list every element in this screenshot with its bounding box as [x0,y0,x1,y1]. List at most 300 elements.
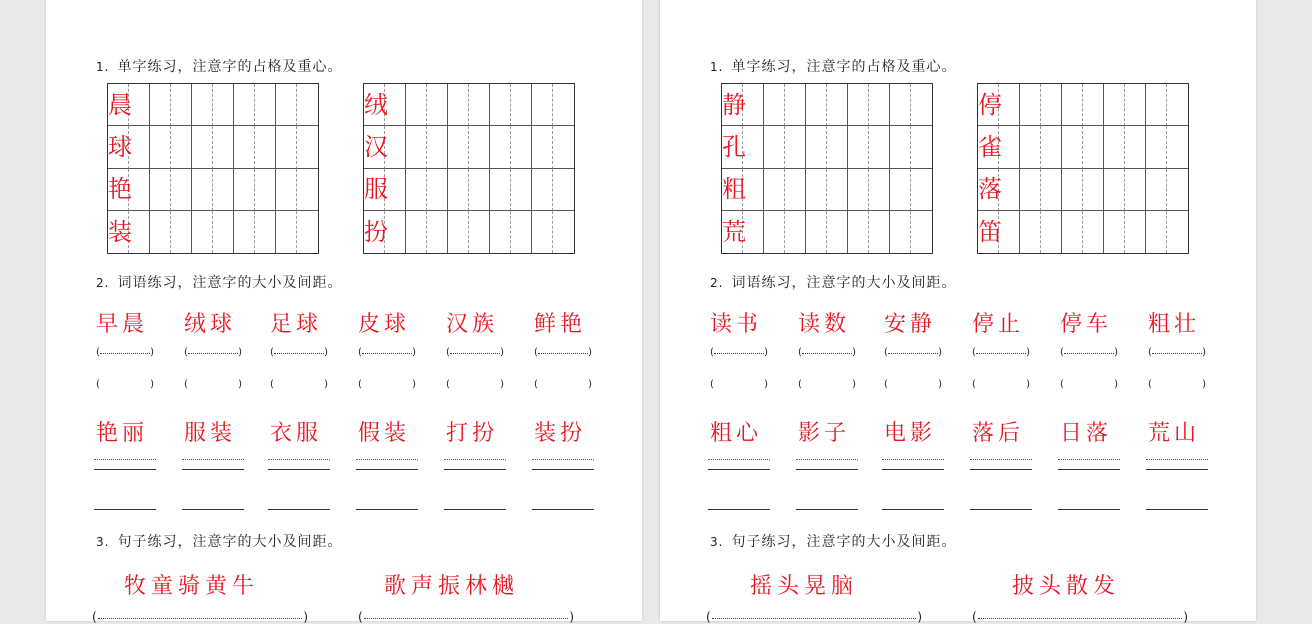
grid-cell[interactable] [848,126,869,168]
model-character: 孔 [722,132,746,161]
paren-left: ( [446,347,450,358]
grid-cell[interactable] [743,169,764,211]
grid-cell[interactable] [806,211,827,253]
paren-left: ( [706,610,711,624]
section-heading-sentences [710,531,956,551]
model-character: 静 [722,90,746,119]
grid-cell[interactable] [764,84,785,126]
baseline [268,469,330,470]
grid-cell[interactable] [385,169,406,211]
grid-cell[interactable] [999,84,1020,126]
dotted-guide [1064,353,1114,354]
grid-cell[interactable] [297,211,318,253]
grid-cell[interactable] [469,126,490,168]
paren-left: ( [358,347,362,358]
baseline [796,469,858,470]
paren-right: ) [588,379,592,390]
grid-cell[interactable] [1167,84,1188,126]
grid-cell[interactable] [827,211,848,253]
dotted-guide-line [1058,459,1120,460]
grid-cell[interactable] [890,211,911,253]
paren-left: ( [972,347,976,358]
grid-cell[interactable] [129,84,150,126]
grid-cell[interactable] [192,211,213,253]
grid-cell[interactable] [1041,169,1062,211]
model-word: 汉族 [446,312,499,337]
grid-cell[interactable] [1020,169,1041,211]
grid-cell[interactable] [911,169,932,211]
grid-cell[interactable] [234,126,255,168]
paren-right: ) [303,610,308,624]
grid-cell[interactable] [1062,169,1083,211]
grid-cell[interactable] [999,126,1020,168]
model-word: 足球 [270,312,323,337]
grid-cell[interactable] [469,169,490,211]
grid-cell[interactable] [490,126,511,168]
grid-cell[interactable] [1020,126,1041,168]
grid-cell[interactable] [743,84,764,126]
model-character: 汉 [364,132,388,161]
grid-cell[interactable] [911,84,932,126]
heading-number: 1. [710,60,724,74]
grid-cell[interactable] [385,84,406,126]
dotted-guide-line [268,459,330,460]
grid-cell[interactable] [869,126,890,168]
grid-cell[interactable] [192,84,213,126]
grid-cell[interactable] [234,211,255,253]
model-sentence: 摇头晃脑 [750,574,859,599]
grid-cell[interactable] [469,211,490,253]
grid-cell[interactable] [385,211,406,253]
grid-cell[interactable] [150,126,171,168]
grid-cell[interactable] [1104,84,1125,126]
grid-cell[interactable] [827,126,848,168]
model-word: 读数 [798,312,851,337]
writing-line[interactable] [1058,509,1120,510]
practice-grid [721,83,933,254]
dotted-guide-line [708,459,770,460]
grid-cell[interactable] [297,84,318,126]
grid-cell[interactable] [192,169,213,211]
model-word: 电影 [884,421,937,446]
grid-cell[interactable] [448,169,469,211]
baseline [94,469,156,470]
grid-cell[interactable] [1083,84,1104,126]
grid-cell[interactable] [806,126,827,168]
dotted-guide [976,353,1026,354]
grid-cell[interactable] [255,84,276,126]
grid-cell[interactable] [150,211,171,253]
grid-cell[interactable] [255,211,276,253]
grid-cell[interactable] [999,169,1020,211]
grid-cell[interactable] [427,84,448,126]
grid-cell[interactable] [406,211,427,253]
grid-cell[interactable] [1146,211,1167,253]
dotted-guide-line [1146,459,1208,460]
model-sentence: 歌声振林樾 [384,574,520,599]
paren-right: ) [238,347,242,358]
grid-cell[interactable] [276,169,297,211]
model-word: 打扮 [446,421,499,446]
model-character: 粗 [722,175,746,204]
paren-left: ( [534,379,538,390]
grid-cell[interactable] [553,84,574,126]
paren-right: ) [324,347,328,358]
grid-cell[interactable] [722,211,746,253]
grid-cell[interactable] [1167,169,1188,211]
paren-left: ( [1148,347,1152,358]
grid-cell[interactable] [364,211,388,253]
grid-cell[interactable] [469,84,490,126]
paren-left: ( [798,347,802,358]
grid-cell[interactable] [1083,126,1104,168]
heading-number: 3. [96,535,110,549]
grid-cell[interactable] [999,211,1020,253]
model-character: 荒 [722,217,746,246]
grid-cell[interactable] [255,169,276,211]
grid-cell[interactable] [171,211,192,253]
sentence-writing-blank[interactable] [972,610,1188,624]
paren-right: ) [764,347,768,358]
paren-left: ( [184,347,188,358]
grid-cell[interactable] [171,84,192,126]
grid-cell[interactable] [785,84,806,126]
writing-line[interactable] [882,509,944,510]
grid-cell[interactable] [364,84,388,126]
paren-right: ) [1026,379,1030,390]
paren-left: ( [798,379,802,390]
grid-cell[interactable] [1041,211,1062,253]
paren-left: ( [972,610,977,624]
grid-cell[interactable] [1146,126,1167,168]
paren-left: ( [1060,347,1064,358]
paren-left: ( [96,347,100,358]
writing-line[interactable] [182,509,244,510]
section-heading-words [96,272,342,292]
grid-cell[interactable] [869,169,890,211]
grid-cell[interactable] [806,169,827,211]
dotted-guide-line [356,459,418,460]
grid-cell[interactable] [869,211,890,253]
grid-cell[interactable] [1167,211,1188,253]
writing-line[interactable] [708,509,770,510]
grid-cell[interactable] [192,126,213,168]
heading-number: 3. [710,535,724,549]
grid-cell[interactable] [785,169,806,211]
grid-cell[interactable] [406,84,427,126]
grid-cell[interactable] [1020,84,1041,126]
model-word: 装扮 [534,421,587,446]
dotted-guide [714,353,764,354]
grid-cell[interactable] [490,211,511,253]
grid-cell[interactable] [911,211,932,253]
dotted-guide [364,618,568,619]
grid-cell[interactable] [297,169,318,211]
grid-cell[interactable] [150,169,171,211]
grid-cell[interactable] [1146,84,1167,126]
model-character: 晨 [108,90,132,119]
model-character: 服 [364,175,388,204]
baseline [1146,469,1208,470]
grid-cell[interactable] [213,126,234,168]
paren-left: ( [270,379,274,390]
heading-number: 1. [96,60,110,74]
model-word: 落后 [972,421,1025,446]
practice-grid [363,83,575,254]
grid-cell[interactable] [213,169,234,211]
grid-cell[interactable] [427,211,448,253]
heading-number: 2. [96,276,110,290]
baseline [1058,469,1120,470]
grid-cell[interactable] [1125,84,1146,126]
sentence-writing-blank[interactable] [358,610,574,624]
baseline [356,469,418,470]
paren-left: ( [96,379,100,390]
dotted-guide-line [94,459,156,460]
grid-cell[interactable] [406,169,427,211]
baseline [444,469,506,470]
dotted-guide [1152,353,1202,354]
grid-cell[interactable] [276,126,297,168]
dotted-guide [802,353,852,354]
grid-cell[interactable] [785,211,806,253]
writing-line[interactable] [444,509,506,510]
paren-left: ( [884,347,888,358]
grid-cell[interactable] [1062,84,1083,126]
baseline [708,469,770,470]
dotted-guide-line [532,459,594,460]
grid-cell[interactable] [490,84,511,126]
grid-cell[interactable] [785,126,806,168]
dotted-guide-line [882,459,944,460]
grid-cell[interactable] [108,126,132,168]
sentence-writing-blank[interactable] [92,610,308,624]
model-word: 皮球 [358,312,411,337]
grid-cell[interactable] [1083,211,1104,253]
grid-cell[interactable] [978,169,1002,211]
grid-cell[interactable] [129,169,150,211]
grid-cell[interactable] [234,84,255,126]
grid-cell[interactable] [848,169,869,211]
paren-left: ( [1060,379,1064,390]
grid-cell[interactable] [150,84,171,126]
grid-cell[interactable] [171,126,192,168]
paren-right: ) [1114,347,1118,358]
grid-cell[interactable] [406,126,427,168]
grid-cell[interactable] [890,126,911,168]
grid-cell[interactable] [1167,126,1188,168]
grid-cell[interactable] [1104,211,1125,253]
baseline [532,469,594,470]
grid-cell[interactable] [129,126,150,168]
grid-cell[interactable] [553,211,574,253]
model-word: 绒球 [184,312,237,337]
grid-cell[interactable] [1104,169,1125,211]
worksheet-page-2 [660,0,1256,624]
dotted-guide [98,618,302,619]
dotted-guide [362,353,412,354]
dotted-guide [100,353,150,354]
grid-cell[interactable] [1062,211,1083,253]
heading-text: 句子练习，注意字的大小及间距。 [117,534,343,550]
grid-cell[interactable] [827,84,848,126]
heading-text: 句子练习，注意字的大小及间距。 [731,534,957,550]
grid-cell[interactable] [764,169,785,211]
grid-cell[interactable] [276,84,297,126]
practice-grid [107,83,319,254]
model-character: 球 [108,132,132,161]
section-heading-single-chars [710,56,956,76]
model-character: 笛 [978,217,1002,246]
grid-cell[interactable] [1083,169,1104,211]
section-heading-single-chars [96,56,342,76]
grid-cell[interactable] [532,126,553,168]
dotted-guide-line [182,459,244,460]
dotted-guide [538,353,588,354]
grid-cell[interactable] [764,126,785,168]
grid-cell[interactable] [869,84,890,126]
grid-cell[interactable] [511,211,532,253]
grid-cell[interactable] [978,84,1002,126]
grid-cell[interactable] [364,169,388,211]
paren-right: ) [238,379,242,390]
grid-cell[interactable] [108,84,132,126]
paren-left: ( [92,610,97,624]
model-character: 扮 [364,217,388,246]
model-word: 读书 [710,312,763,337]
paren-right: ) [569,610,574,624]
model-word: 粗心 [710,421,763,446]
grid-cell[interactable] [743,126,764,168]
heading-text: 词语练习，注意字的大小及间距。 [117,275,343,291]
writing-line[interactable] [532,509,594,510]
grid-cell[interactable] [448,211,469,253]
grid-cell[interactable] [532,84,553,126]
paren-right: ) [1202,347,1206,358]
dotted-guide [188,353,238,354]
grid-cell[interactable] [108,169,132,211]
grid-cell[interactable] [511,84,532,126]
model-word: 安静 [884,312,937,337]
grid-cell[interactable] [722,84,746,126]
grid-cell[interactable] [364,126,388,168]
paren-right: ) [764,379,768,390]
grid-cell[interactable] [1146,169,1167,211]
model-character: 落 [978,175,1002,204]
model-character: 艳 [108,175,132,204]
grid-cell[interactable] [448,84,469,126]
paren-right: ) [150,379,154,390]
grid-cell[interactable] [848,211,869,253]
grid-cell[interactable] [297,126,318,168]
paren-right: ) [852,347,856,358]
grid-cell[interactable] [1041,84,1062,126]
grid-cell[interactable] [978,126,1002,168]
paren-left: ( [1148,379,1152,390]
grid-cell[interactable] [1125,126,1146,168]
paren-right: ) [938,379,942,390]
grid-cell[interactable] [255,126,276,168]
model-word: 停止 [972,312,1025,337]
writing-line[interactable] [1146,509,1208,510]
grid-cell[interactable] [448,126,469,168]
writing-line[interactable] [796,509,858,510]
paren-right: ) [500,379,504,390]
writing-line[interactable] [94,509,156,510]
grid-cell[interactable] [890,169,911,211]
grid-cell[interactable] [553,169,574,211]
model-word: 停车 [1060,312,1113,337]
paren-left: ( [184,379,188,390]
grid-cell[interactable] [511,169,532,211]
grid-cell[interactable] [911,126,932,168]
grid-cell[interactable] [764,211,785,253]
grid-cell[interactable] [213,211,234,253]
grid-cell[interactable] [427,169,448,211]
paren-left: ( [446,379,450,390]
paren-right: ) [917,610,922,624]
grid-cell[interactable] [743,211,764,253]
grid-cell[interactable] [806,84,827,126]
writing-line[interactable] [268,509,330,510]
grid-cell[interactable] [108,211,132,253]
grid-cell[interactable] [553,126,574,168]
model-character: 雀 [978,132,1002,161]
grid-cell[interactable] [722,169,746,211]
model-word: 鲜艳 [534,312,587,337]
dotted-guide [978,618,1182,619]
paren-right: ) [412,347,416,358]
grid-cell[interactable] [511,126,532,168]
dotted-guide-line [796,459,858,460]
grid-cell[interactable] [171,169,192,211]
grid-cell[interactable] [385,126,406,168]
dotted-guide [888,353,938,354]
model-sentence: 披头散发 [1012,574,1121,599]
heading-text: 单字练习，注意字的占格及重心。 [731,59,957,75]
grid-cell[interactable] [276,211,297,253]
grid-cell[interactable] [532,169,553,211]
grid-cell[interactable] [427,126,448,168]
grid-cell[interactable] [1062,126,1083,168]
grid-cell[interactable] [1020,211,1041,253]
grid-cell[interactable] [978,211,1002,253]
grid-cell[interactable] [1041,126,1062,168]
dotted-guide [274,353,324,354]
paren-right: ) [1183,610,1188,624]
writing-line[interactable] [970,509,1032,510]
sentence-writing-blank[interactable] [706,610,922,624]
grid-cell[interactable] [129,211,150,253]
baseline [970,469,1032,470]
grid-cell[interactable] [490,169,511,211]
paren-right: ) [1026,347,1030,358]
grid-cell[interactable] [213,84,234,126]
paren-right: ) [324,379,328,390]
grid-cell[interactable] [1125,211,1146,253]
grid-cell[interactable] [532,211,553,253]
grid-cell[interactable] [827,169,848,211]
grid-cell[interactable] [722,126,746,168]
grid-cell[interactable] [890,84,911,126]
grid-cell[interactable] [234,169,255,211]
paren-left: ( [710,347,714,358]
grid-cell[interactable] [1125,169,1146,211]
paren-right: ) [500,347,504,358]
grid-cell[interactable] [848,84,869,126]
grid-cell[interactable] [1104,126,1125,168]
writing-line[interactable] [356,509,418,510]
